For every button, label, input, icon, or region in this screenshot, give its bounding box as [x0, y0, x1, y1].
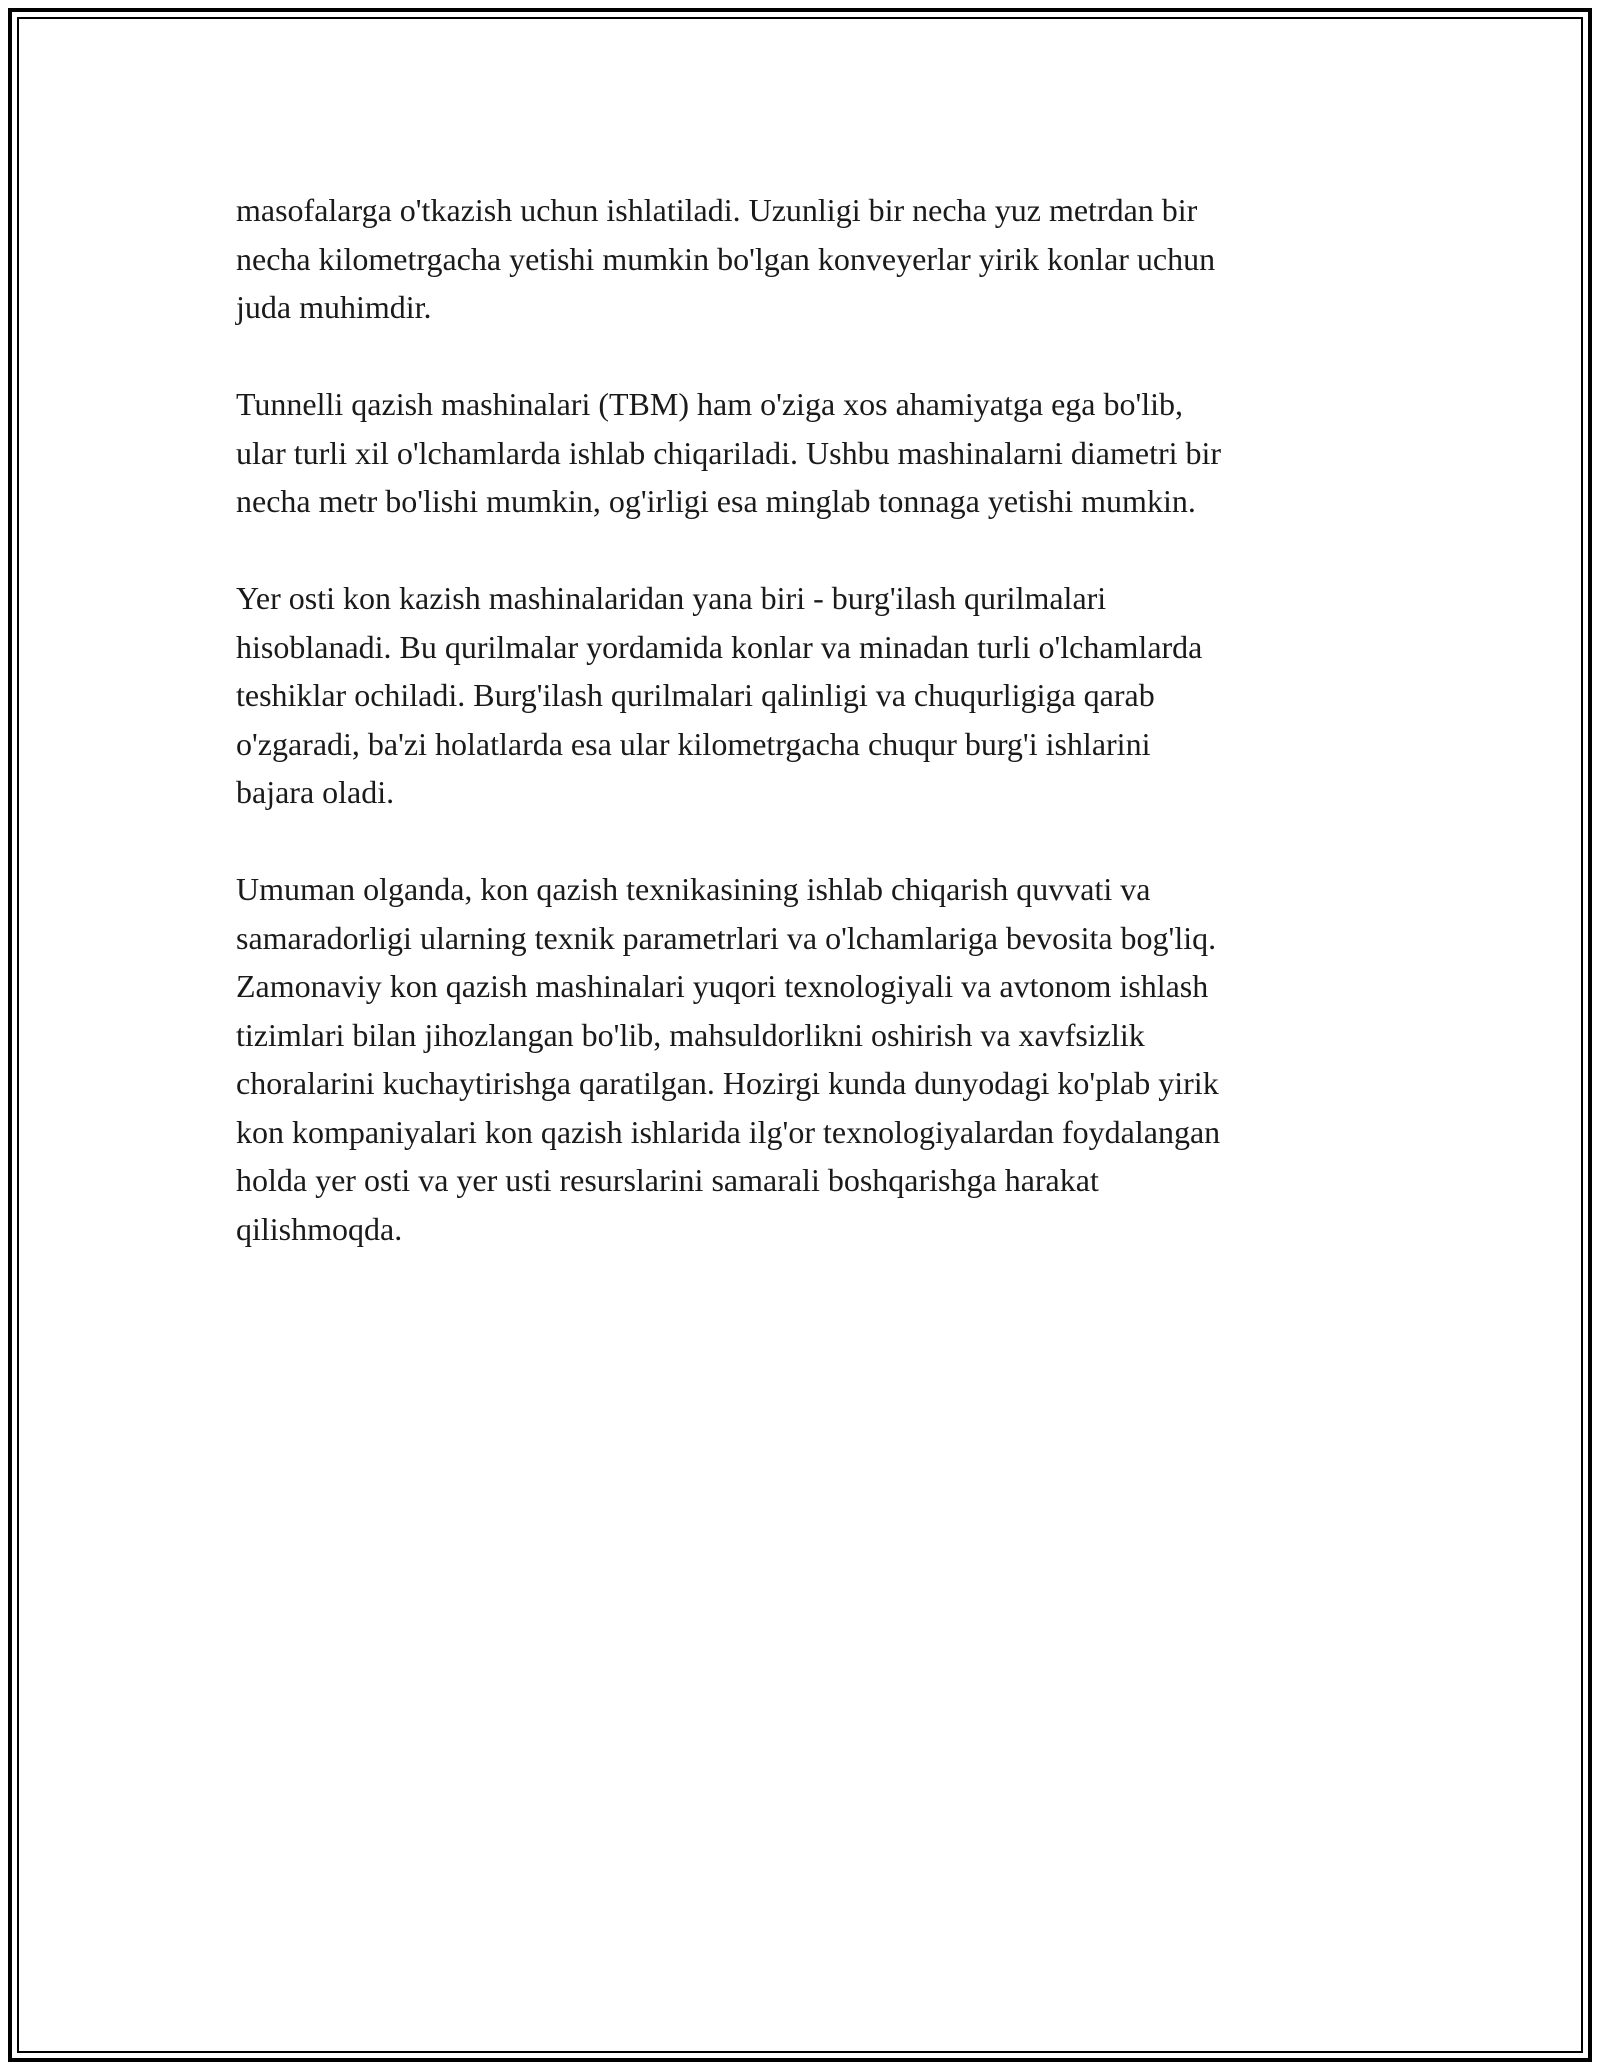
- text-line: bajara oladi.: [236, 774, 395, 810]
- text-line: necha kilometrgacha yetishi mumkin bo'lgan konveyerlar yirik konlar uchun: [236, 240, 1216, 277]
- text-line: Umuman olganda, kon qazish texnikasining ishlab chiqarish quvvati va: [236, 871, 1151, 907]
- paragraph-conveyors: [236, 186, 1376, 332]
- text-line: Yer osti kon kazish mashinalaridan yana biri - burg'ilash qurilmalari: [236, 580, 1107, 616]
- text-line: necha metr bo'lishi mumkin, og'irligi esa minglab tonnaga yetishi mumkin.: [236, 483, 1196, 519]
- text-line: holda yer osti va yer usti resurslarini samarali boshqarishga harakat: [236, 1162, 1099, 1198]
- text-line: teshiklar ochiladi. Burg'ilash qurilmalari qalinligi va chuqurligiga qarab: [236, 677, 1155, 713]
- text-line: qilishmoqda.: [236, 1210, 403, 1247]
- text-line: choralarini kuchaytirishga qaratilgan. Hozirgi kunda dunyodagi ko'plab yirik: [236, 1065, 1219, 1101]
- paragraph-drilling-rigs: [236, 574, 1376, 817]
- text-line: hisoblanadi. Bu qurilmalar yordamida konlar va minadan turli o'lchamlarda: [236, 628, 1203, 665]
- paragraph-conclusion: [236, 865, 1376, 1253]
- text-line: Zamonaviy kon qazish mashinalari yuqori texnologiyali va avtonom ishlash: [236, 968, 1209, 1004]
- text-line: ular turli xil o'lchamlarda ishlab chiqariladi. Ushbu mashinalarni diametri bir: [236, 434, 1222, 471]
- text-line: masofalarga o'tkazish uchun ishlatiladi. Uzunligi bir necha yuz metrdan bir: [236, 192, 1198, 228]
- document-body: [236, 186, 1376, 1302]
- text-line: tizimlari bilan jihozlangan bo'lib, mahsuldorlikni oshirish va xavfsizlik: [236, 1016, 1145, 1053]
- paragraph-tunnel-boring-machines: [236, 380, 1376, 526]
- text-line: Tunnelli qazish mashinalari (TBM) ham o'ziga xos ahamiyatga ega bo'lib,: [236, 386, 1184, 422]
- text-line: juda muhimdir.: [236, 289, 432, 325]
- text-line: o'zgaradi, ba'zi holatlarda esa ular kilometrgacha chuqur burg'i ishlarini: [236, 725, 1151, 762]
- text-line: samaradorligi ularning texnik parametrlari va o'lchamlariga bevosita bog'liq.: [236, 919, 1217, 956]
- text-line: kon kompaniyalari kon qazish ishlarida ilg'or texnologiyalardan foydalangan: [236, 1113, 1221, 1150]
